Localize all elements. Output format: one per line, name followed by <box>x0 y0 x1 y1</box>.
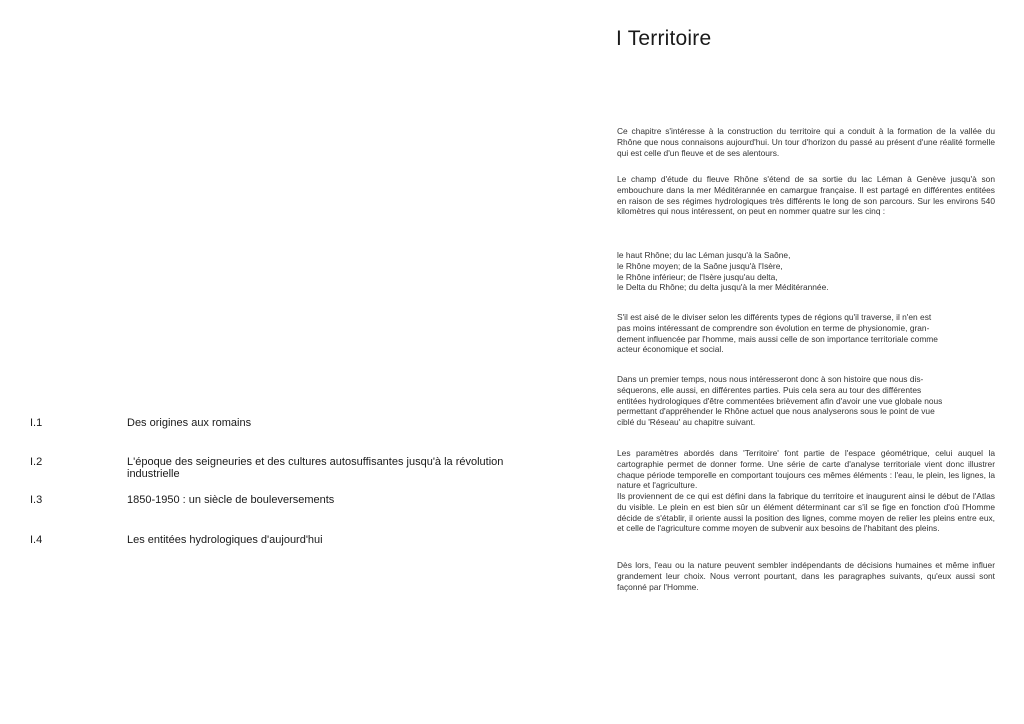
paragraph-line: pas moins intéressant de comprendre son évolution en terme de physionomie, gran- <box>617 322 930 333</box>
list-item: le Delta du Rhône; du delta jusqu'à la mer Méditérannée. <box>617 282 829 293</box>
paragraph-line: acteur économique et social. <box>617 344 724 355</box>
toc-title: L'époque des seigneuries et des cultures autosuffisantes jusqu'à la révolution industrielle <box>127 456 504 480</box>
paragraph-line: dement influencée par l'homme, mais aussi celle de son importance territoriale comme <box>617 333 938 344</box>
toc-title: Les entitées hydrologiques d'aujourd'hui <box>127 534 323 546</box>
toc-number: I.3 <box>30 494 43 506</box>
list-item: le haut Rhône; du lac Léman jusqu'à la Saône, <box>617 250 791 260</box>
paragraph-field: Le champ d'étude du fleuve Rhône s'étend de sa sortie du lac Léman à Genève jusqu'à son embouchure dans la mer Méditérannée en camargue française. Il est partagé en différentes entitées en raison de ses régimes hydrologiques très différents le long de son parcours. Sur les environs 540 kilomètres qui nous intéressent, on peut en nommer quatre sur les cinq : <box>617 174 995 217</box>
toc-title: 1850-1950 : un siècle de bouleversements <box>127 494 335 506</box>
paragraph-line: Dans un premier temps, nous nous intéresseront donc à son histoire que nous dis- <box>617 374 924 384</box>
toc-number: I.2 <box>30 456 43 468</box>
paragraph-line: permettant d'appréhender le Rhône actuel que nous analyserons sous le point de vue <box>617 406 935 417</box>
paragraph-line: séquerons, elle aussi, en différentes parties. Puis cela sera au tour des différentes <box>617 384 922 395</box>
list-item: le Rhône moyen; de la Saône jusqu'à l'Isère, <box>617 260 783 271</box>
list-item: le Rhône inférieur; de l'Isère jusqu'au delta, <box>617 271 778 282</box>
paragraph-regions <box>617 312 995 355</box>
paragraph-sections-list <box>617 250 995 293</box>
paragraph-parameters-3: Dès lors, l'eau ou la nature peuvent sembler indépendants de décisions humaines et même influer grandement leur choix. Nous verront pourtant, dans les paragraphes suivants, qu'eux aussi sont façonné par l'Homme. <box>617 560 995 592</box>
paragraph-history <box>617 374 995 428</box>
paragraph-parameters-2: Ils proviennent de ce qui est défini dans la fabrique du territoire et inaugurent ainsi le début de l'Atlas du visible. Le plein en est bien sûr un élément déterminant car s'il se fige en fonction d'où l'Homme décide de s'établir, il oriente aussi la position des lignes, comme moyen de relier les pleins entre eux, et celle de l'agriculture comme moyen de subvenir aux besoins de l'habitant des pleins. <box>617 491 995 534</box>
paragraph-line: ciblé du 'Réseau' au chapitre suivant. <box>617 417 756 428</box>
paragraph-line: S'il est aisé de le diviser selon les différents types de régions qu'il traverse, il n'en est <box>617 312 932 322</box>
paragraph-parameters-1: Les paramètres abordés dans 'Territoire' font partie de l'espace géométrique, celui auquel la cartographie permet de donner forme. Une série de carte d'analyse territoriale vient donc illustrer chaque période temporelle en comportant toujours ces mêmes éléments : l'eau, le plein, les lignes, la nature et l'agriculture. <box>617 448 995 491</box>
paragraph-line: entitées hydrologiques d'être commentées brièvement afin d'avoir une vue globale nous <box>617 395 943 406</box>
toc-number: I.4 <box>30 534 43 546</box>
toc-number: I.1 <box>30 417 43 429</box>
paragraph-intro: Ce chapitre s'intéresse à la construction du territoire qui a conduit à la formation de la vallée du Rhône que nous connaisons aujourd'hui. Un tour d'horizon du passé au présent d'une réalité formelle qui est celle d'un fleuve et de ses alentours. <box>617 126 995 158</box>
toc-title: Des origines aux romains <box>127 417 252 429</box>
chapter-title: I Territoire <box>616 27 712 50</box>
